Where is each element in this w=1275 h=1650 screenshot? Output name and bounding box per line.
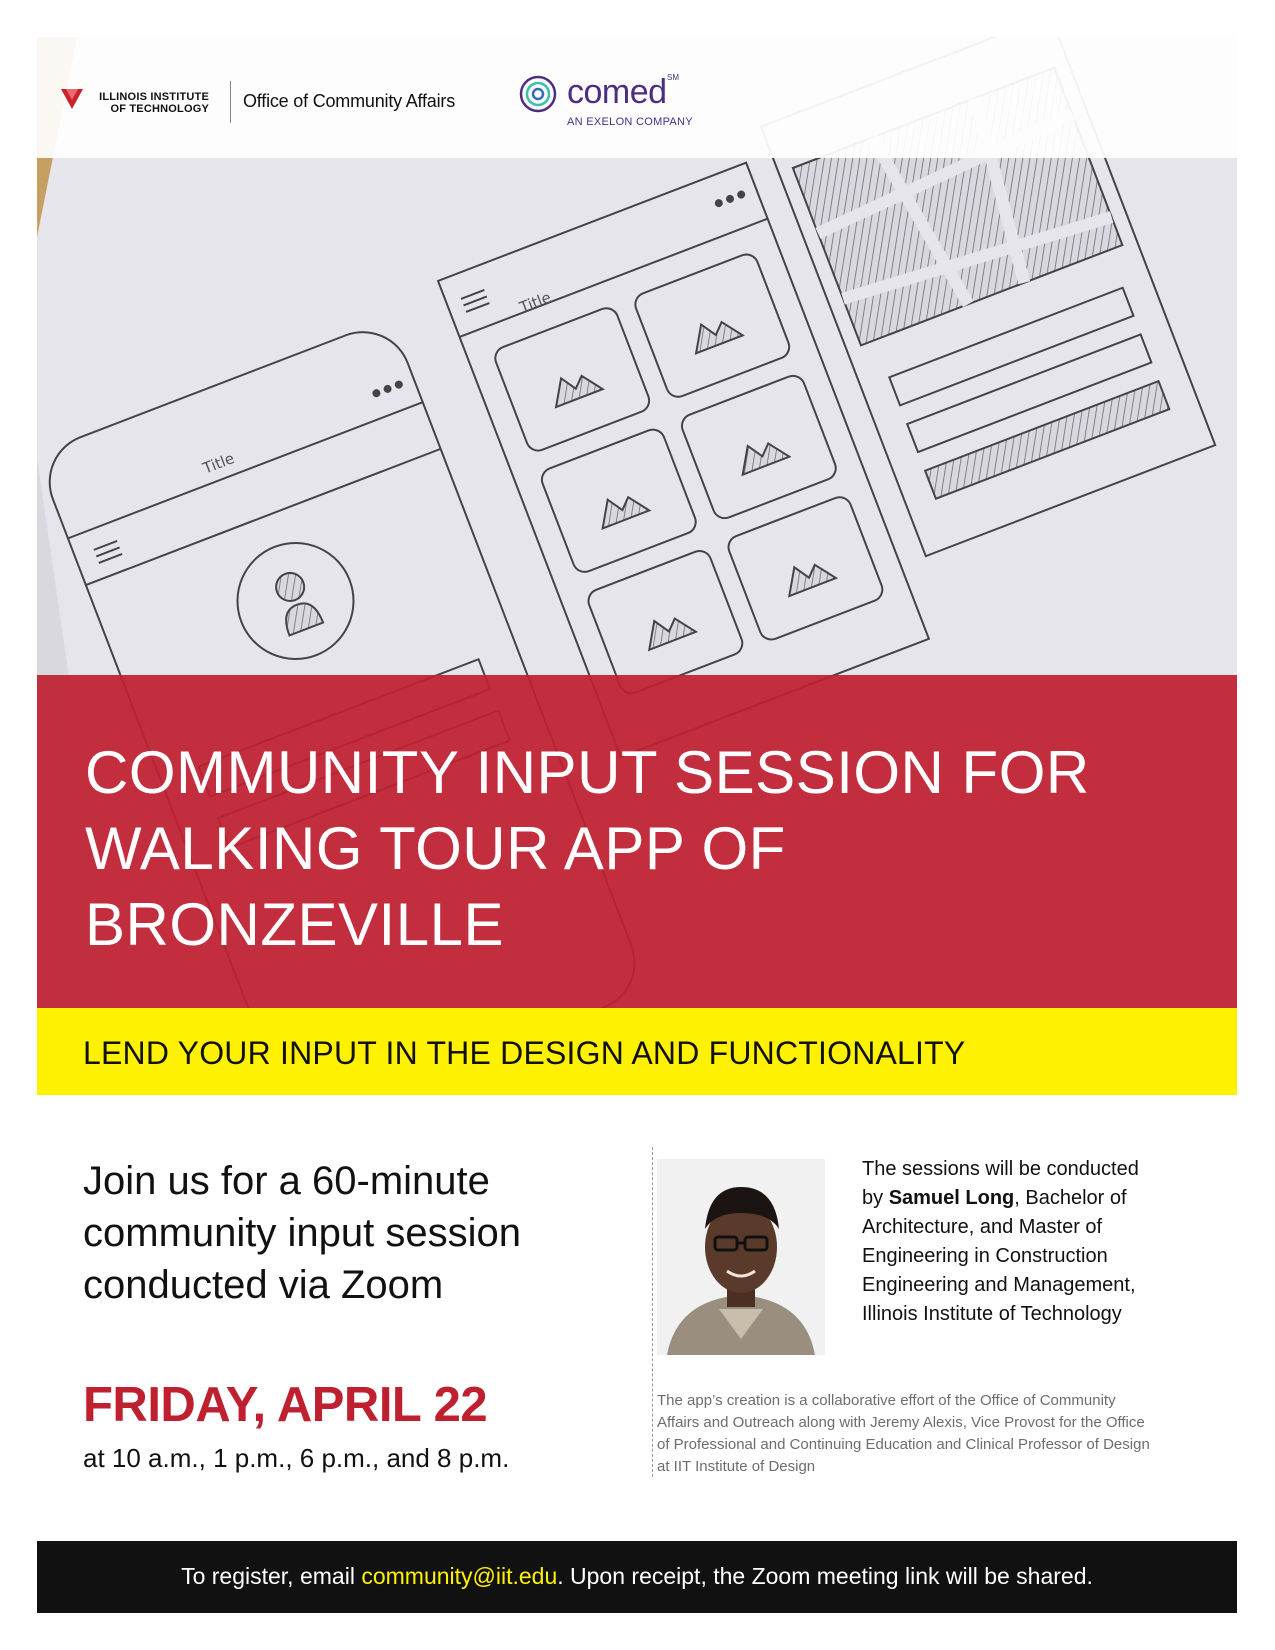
- bio-credentials: , Bachelor of Architecture, and Master of Engineering in Construction Engineering and Management, Illinois Institute of Technology: [862, 1187, 1136, 1325]
- flyer: [37, 37, 1237, 1613]
- title-band: [37, 675, 1237, 1008]
- iit-name-line2: OF TECHNOLOGY: [110, 103, 209, 115]
- registration-text: [37, 1563, 1237, 1590]
- sketch-title-label: Title: [200, 449, 237, 478]
- comed-servicemark: SM: [667, 73, 679, 82]
- presenter-bio: [862, 1155, 1162, 1329]
- comed-swirl-icon: [515, 71, 561, 117]
- iit-triangle-icon: [59, 85, 85, 111]
- iit-name-line1: ILLINOIS INSTITUTE: [99, 91, 209, 103]
- event-title: COMMUNITY INPUT SESSION FOR WALKING TOUR APP OF BRONZEVILLE: [85, 739, 1090, 958]
- office-of-community-affairs: Office of Community Affairs: [243, 91, 456, 111]
- comed-wordmark: comed: [567, 73, 667, 111]
- presenter-portrait-illustration: [657, 1159, 825, 1355]
- subtitle-band: [37, 1008, 1237, 1095]
- event-subtitle: LEND YOUR INPUT IN THE DESIGN AND FUNCTIONALITY: [83, 1035, 966, 1071]
- comed-tagline: AN EXELON COMPANY: [567, 116, 693, 128]
- registration-suffix: . Upon receipt, the Zoom meeting link will be shared.: [557, 1563, 1093, 1589]
- join-description: Join us for a 60-minute community input session conducted via Zoom: [83, 1159, 521, 1307]
- sketch-title-label-2: Title: [517, 288, 554, 317]
- comed-logo: [515, 69, 715, 129]
- registration-email-link[interactable]: community@iit.edu: [361, 1563, 558, 1589]
- hero-sketch-photo: [37, 37, 1237, 1008]
- collaboration-note: The app’s creation is a collaborative effort of the Office of Community Affairs and Outreach along with Jeremy Alexis, Vice Provost for the Office of Professional and Continuing Education and Clinical Professor of Design at IIT Institute of Design: [657, 1392, 1150, 1475]
- bio-prefix: The sessions will be conducted by: [862, 1158, 1139, 1209]
- column-divider: [652, 1147, 653, 1477]
- presenter-name: Samuel Long: [888, 1187, 1015, 1209]
- registration-footer: [37, 1541, 1237, 1613]
- presenter-photo: [657, 1159, 825, 1355]
- event-date: FRIDAY, APRIL 22: [83, 1378, 488, 1432]
- event-times: at 10 a.m., 1 p.m., 6 p.m., and 8 p.m.: [83, 1443, 510, 1473]
- logo-band: [37, 37, 1237, 158]
- iit-logo: [59, 85, 259, 125]
- registration-prefix: To register, email: [181, 1563, 362, 1589]
- logo-divider: [230, 81, 231, 123]
